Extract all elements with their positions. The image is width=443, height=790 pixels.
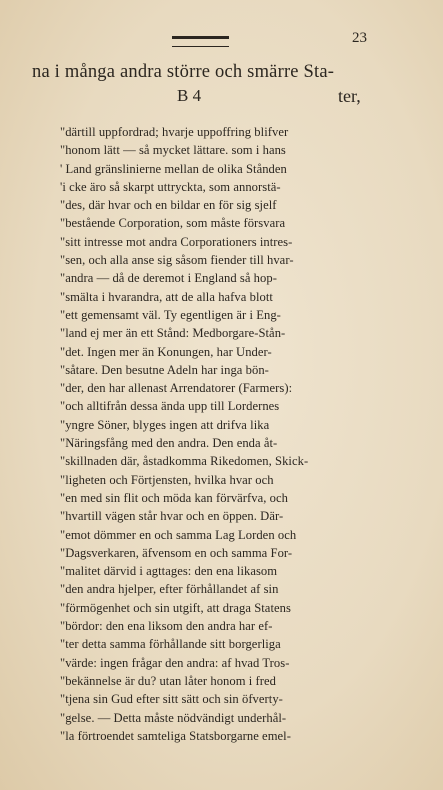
- body-text: [60, 123, 380, 745]
- text-line: "malitet därvid i agttages: den ena likasom: [60, 564, 278, 579]
- text-line: "la förtroendet samteliga Statsborgarne emel-: [60, 728, 291, 743]
- text-line: "honom lätt — så mycket lättare. som i hans: [60, 143, 286, 158]
- running-header-line: na i många andra större och smärre Sta-: [32, 62, 335, 82]
- text-line: "ligheten och Förtjensten, hvilka hvar och: [60, 472, 274, 487]
- page-number: 23: [352, 30, 367, 46]
- text-line: "värde: ingen frågar den andra: af hvad Tros-: [60, 655, 290, 670]
- text-line: "yngre Söner, blyges ingen att drifva lika: [60, 417, 270, 432]
- text-line: "ett gemensamt väl. Ty egentligen är i Eng-: [60, 307, 281, 322]
- text-line: "förmögenhet och sin utgift, att draga Statens: [60, 600, 291, 615]
- text-line: "hvartill vägen står hvar och en öppen. Där-: [60, 509, 284, 524]
- text-line: "därtill uppfordrad; hvarje uppoffring blifver: [60, 125, 289, 139]
- text-line: "Näringsfång med den andra. Den enda åt-: [60, 436, 278, 451]
- text-line: "emot dömmer en och samma Lag Lorden och: [60, 527, 297, 542]
- text-line: "bekännelse är du? utan låter honom i fred: [60, 673, 277, 688]
- text-line: "bördor: den ena liksom den andra har ef-: [60, 619, 273, 634]
- text-line: "smälta i hvarandra, att de alla hafva blott: [60, 289, 273, 304]
- text-line: "tjena sin Gud efter sitt sätt och sin öfverty-: [60, 692, 283, 707]
- text-line: "andra — då de deremot i England så hop-: [60, 271, 277, 286]
- text-line: "skillnaden där, åstadkomma Rikedomen, Skick-: [60, 454, 309, 469]
- text-line: "den andra hjelper, efter förhållandet af sin: [60, 582, 279, 597]
- text-line: ' Land gränslinierne mellan de olika Stånden: [60, 161, 287, 176]
- text-line: "sen, och alla anse sig såsom fiender till hvar-: [60, 253, 294, 268]
- text-line: "bestående Corporation, som måste försvara: [60, 216, 286, 231]
- text-line: 'i cke äro så skarpt uttryckta, som annorstä-: [60, 179, 281, 194]
- text-line: "land ej mer än ett Stånd: Medborgare-Stån-: [60, 326, 286, 341]
- text-line: "såtare. Den besutne Adeln har inga bön-: [60, 362, 269, 377]
- running-header-end: ter,: [338, 86, 361, 106]
- text-line: "ter detta samma förhållande sitt borgerliga: [60, 637, 281, 652]
- text-line: "och alltifrån dessa ända upp till Lordernes: [60, 399, 280, 414]
- text-line: "des, där hvar och en bildar en för sig sjelf: [60, 198, 277, 213]
- text-line: "en med sin flit och möda kan förvärfva, och: [60, 490, 289, 505]
- text-line: "gelse. — Detta måste nödvändigt underhål-: [60, 710, 287, 725]
- signature-mark: B 4: [177, 86, 202, 105]
- text-line: "der, den har allenast Arrendatorer (Farmers):: [60, 381, 293, 396]
- header-rule: [172, 36, 229, 47]
- text-line: "det. Ingen mer än Konungen, har Under-: [60, 344, 272, 359]
- text-line: "Dagsverkaren, äfvensom en och samma For-: [60, 545, 293, 560]
- text-line: "sitt intresse mot andra Corporationers intres-: [60, 234, 293, 249]
